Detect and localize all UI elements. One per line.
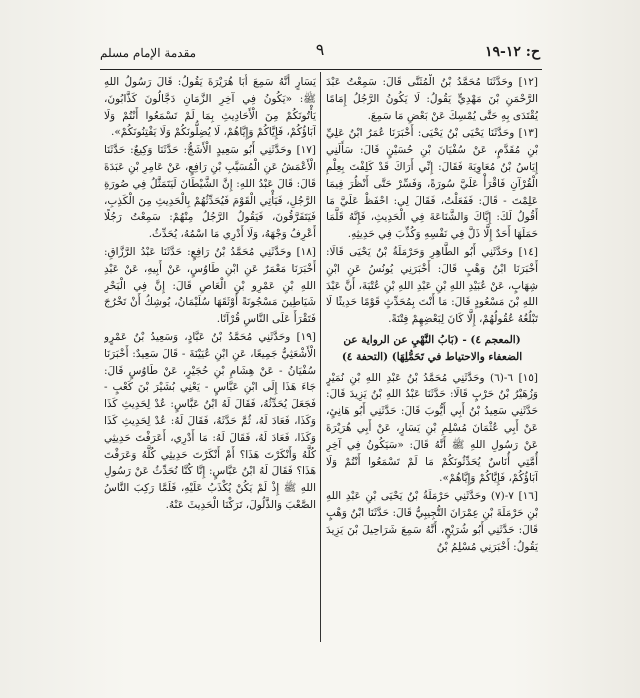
page-header [100,40,540,66]
column-divider [320,72,321,642]
header-rule [100,69,542,70]
hadith-17: [١٧] وحَدَّثَنِي أَبُو سَعِيدٍ الْأَشَجُّ: حَدَّثَنَا وَكِيعٌ: حَدَّثَنَا الْأَعْمَشُ عَنِ الْمُسَيَّبِ بْنِ رَافِعٍ، عَنْ عَامِرِ بْنِ عَبَدَةَ قَالَ: قَالَ عَبْدُ اللهِ: إِنَّ الشَّيْطَانَ لَيَتَمَثَّلُ فِي صُورَةِ الرَّجُلِ، فَيَأْتِي الْقَوْمَ فَيُحَدِّثُهُمْ بِالْحَدِيثِ مِنَ الْكَذِبِ، فَيَتَفَرَّقُونَ، فَيَقُولُ الرَّجُلُ مِنْهُمْ: سَمِعْتُ رَجُلًا أَعْرِفُ وَجْهَهُ، وَلَا أَدْرِي مَا اسْمُهُ، يُحَدِّثُ. [104,144,316,241]
hadith-16-continued: يَسَارٍ أَنَّهُ سَمِعَ أَبَا هُرَيْرَةَ يَقُولُ: قَالَ رَسُولُ اللهِ ﷺ: «يَكُونُ فِي آخِرِ الزَّمَانِ دَجَّالُونَ كَذَّابُونَ، يَأْتُونَكُمْ مِنَ الْأَحَادِيثِ بِمَا لَمْ تَسْمَعُوا أَنْتُمْ وَلَا آبَاؤُكُمْ، فَإِيَّاكُمْ وَإِيَّاهُمْ، لَا يُضِلُّونَكُمْ وَلَا يَفْتِنُونَكُمْ». [104,76,316,139]
hadith-12: [١٢] وحَدَّثَنَا مُحَمَّدُ بْنُ الْمُثَنَّى قَالَ: سَمِعْتُ عَبْدَ الرَّحْمَنِ بْنَ مَهْدِيٍّ يَقُولُ: لَا يَكُونُ الرَّجُلُ إِمَامًا يُقْتَدَى بِهِ حَتَّى يُمْسِكَ عَنْ بَعْضِ مَا سَمِعَ. [326,76,538,122]
page-number: ٩ [315,40,325,59]
hadith-16: [١٦] ٧-(٧) وحَدَّثَنِي حَرْمَلَةُ بْنُ يَحْيَى بْنِ عَبْدِ اللهِ بْنِ حَرْمَلَةَ بْنِ عِمْرَانَ التُّجِيبِيُّ قَالَ: حَدَّثَنَا ابْنُ وَهْبٍ قَالَ: حَدَّثَنِي أَبُو شُرَيْحٍ، أَنَّهُ سَمِعَ شَرَاحِيلَ بْنَ يَزِيدَ يَقُولُ: أَخْبَرَنِي مُسْلِمُ بْنُ [326,490,538,553]
hadith-18: [١٨] وحَدَّثَنِي مُحَمَّدُ بْنُ رَافِعٍ: حَدَّثَنَا عَبْدُ الرَّزَّاقِ: أَخْبَرَنَا مَعْمَرٌ عَنِ ابْنِ طَاوُسٍ، عَنْ أَبِيهِ، عَنْ عَبْدِ اللهِ بْنِ عَمْرِو بْنِ الْعَاصِ قَالَ: إِنَّ فِي الْبَحْرِ شَيَاطِينَ مَسْجُونَةً أَوْثَقَهَا سُلَيْمَانُ، يُوشِكُ أَنْ تَخْرُجَ فَتَقْرَأَ عَلَى النَّاسِ قُرْآنًا. [104,245,316,326]
right-column [326,74,538,644]
hadith-19: [١٩] وحَدَّثَنِي مُحَمَّدُ بْنُ عَبَّادٍ، وَسَعِيدُ بْنُ عَمْرٍو الْأَشْعَثِيُّ جَمِيعًا، عَنِ ابْنِ عُيَيْنَةَ - قَالَ سَعِيدٌ: أَخْبَرَنَا سُفْيَانُ - عَنْ هِشَامِ بْنِ حُجَيْرٍ، عَنْ طَاوُسٍ قَالَ: جَاءَ هَذَا إِلَى ابْنِ عَبَّاسٍ - يَعْنِي بُشَيْرَ بْنَ كَعْبٍ - فَجَعَلَ يُحَدِّثُهُ، فَقَالَ لَهُ ابْنُ عَبَّاسٍ: عُدْ لِحَدِيثِ كَذَا وَكَذَا، فَعَادَ لَهُ، ثُمَّ حَدَّثَهُ، فَقَالَ لَهُ: عُدْ لِحَدِيثِ كَذَا وَكَذَا، فَعَادَ لَهُ، فَقَالَ لَهُ: مَا أَدْرِي، أَعَرَفْتَ حَدِيثِي كُلَّهُ وَأَنْكَرْتَ هَذَا؟ أَمْ أَنْكَرْتَ حَدِيثِي كُلَّهُ وَعَرَفْتَ هَذَا؟ فَقَالَ لَهُ ابْنُ عَبَّاسٍ: إِنَّا كُنَّا نُحَدِّثُ عَنْ رَسُولِ اللهِ ﷺ إِذْ لَمْ يَكُنْ يُكْذَبُ عَلَيْهِ، فَلَمَّا رَكِبَ النَّاسُ الصَّعْبَ وَالذَّلُولَ، تَرَكْنَا الْحَدِيثَ عَنْهُ. [104,330,316,511]
chapter-reference: ح: ١٢-١٩ [485,44,540,60]
running-title: مقدمة الإمام مسلم [100,46,197,60]
left-column [104,74,316,644]
hadith-14: [١٤] وحَدَّثَنِي أَبُو الطَّاهِرِ وَحَرْمَلَةُ بْنُ يَحْيَى قَالَا: أَخْبَرَنَا ابْنُ وَهْبٍ قَالَ: أَخْبَرَنِي يُونُسُ عَنِ ابْنِ شِهَابٍ، عَنْ عُبَيْدِ اللهِ بْنِ عَبْدِ اللهِ بْنِ عُتْبَةَ، أَنَّ عَبْدَ اللهِ بْنَ مَسْعُودٍ قَالَ: مَا أَنْتَ بِمُحَدِّثٍ قَوْمًا حَدِيثًا لَا تَبْلُغُهُ عُقُولُهُمْ، إِلَّا كَانَ لِبَعْضِهِمْ فِتْنَةً. [326,245,538,326]
hadith-13: [١٣] وحَدَّثَنَا يَحْيَى بْنُ يَحْيَى: أَخْبَرَنَا عُمَرُ ابْنُ عَلِيِّ بْنِ مُقَدَّمٍ، عَنْ سُفْيَانَ بْنِ حُسَيْنٍ قَالَ: سَأَلَنِي إِيَاسُ بْنُ مُعَاوِيَةَ فَقَالَ: إِنِّي أَرَاكَ قَدْ كَلِفْتَ بِعِلْمِ الْقُرْآنِ فَاقْرَأْ عَلَيَّ سُورَةً، وَفَسِّرْ حَتَّى أَنْظُرَ فِيمَا عَلِمْتَ - قَالَ: فَفَعَلْتُ، فَقَالَ لِي: احْفَظْ عَلَيَّ مَا أَقُولُ لَكَ: إِيَّاكَ وَالشَّنَاعَةَ فِي الْحَدِيثِ، فَإِنَّهُ قَلَّمَا حَمَلَهَا أَحَدٌ إِلَّا ذَلَّ فِي نَفْسِهِ وَكُذِّبَ فِي حَدِيثِهِ. [326,127,538,241]
hadith-15: [١٥] ٦-(٦) وحَدَّثَنِي مُحَمَّدُ بْنُ عَبْدِ اللهِ بْنِ نُمَيْرٍ وَزُهَيْرُ بْنُ حَرْبٍ قَالَا: حَدَّثَنَا عَبْدُ اللهِ بْنُ يَزِيدَ قَالَ: حَدَّثَنِي سَعِيدُ بْنُ أَبِي أَيُّوبَ قَالَ: حَدَّثَنِي أَبُو هَانِئٍ، عَنْ أَبِي عُثْمَانَ مُسْلِمِ بْنِ يَسَارٍ، عَنْ أَبِي هُرَيْرَةَ عَنْ رَسُولِ اللهِ ﷺ أَنَّهُ قَالَ: «سَيَكُونُ فِي آخِرِ أُمَّتِي أُنَاسٌ يُحَدِّثُونَكُمْ مَا لَمْ تَسْمَعُوا أَنْتُمْ وَلَا آبَاؤُكُمْ، فَإِيَّاكُمْ وَإِيَّاهُمْ». [326,371,538,485]
chapter-heading: (المعجم ٤) - (بَابُ النَّهْيِ عن الرواية عن الضعفاء والاحتياط في تَحَمُّلِهَا) (التحفة ٤) [341,333,523,363]
